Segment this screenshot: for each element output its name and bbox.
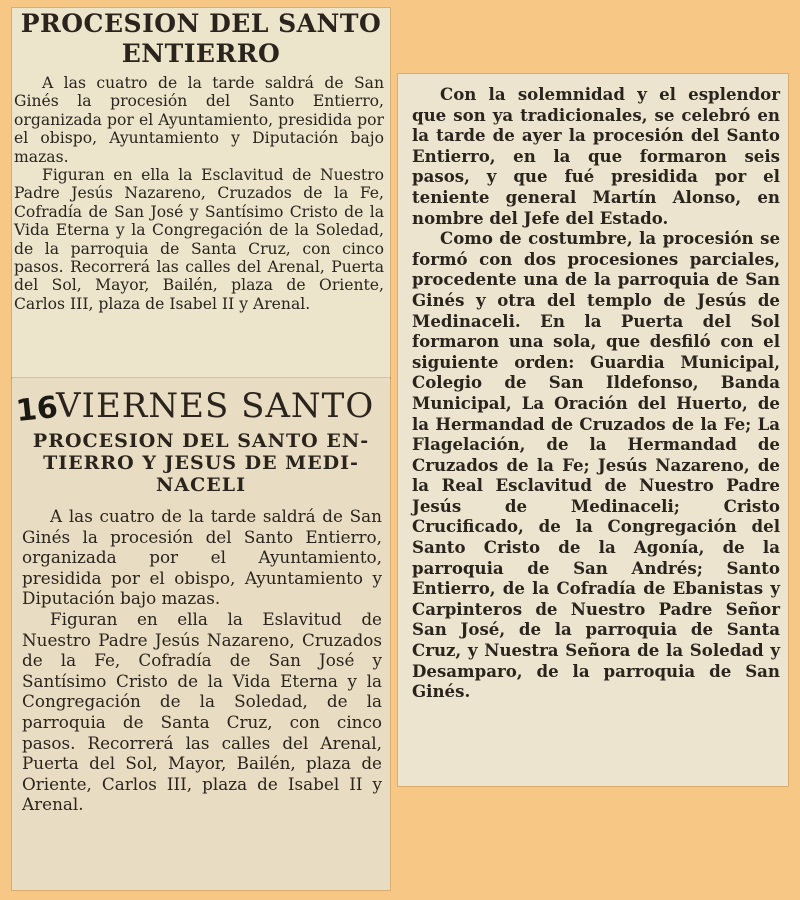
handwritten-number: 16 <box>14 389 60 430</box>
subhead-line-1: PROCESION DEL SANTO EN- <box>32 430 370 452</box>
section-title: VIERNES SANTO <box>56 386 375 426</box>
subhead-line-3: NACELI <box>156 474 246 496</box>
subhead-line-2: TIERRO Y JESUS DE MEDI- <box>43 452 359 474</box>
headline-line-1: PROCESION DEL SANTO <box>20 9 382 38</box>
headline-line-2: ENTIERRO <box>121 39 281 68</box>
report-paragraph-1: Con la solemnidad y el esplendor que son ya tradicionales, se celebró en la tarde de ayer la procesión del Santo Entierro, en la que formaron seis pasos, y que fué presidida por el teniente general Martín Alonso, en nombre del Jefe del Estado. <box>412 84 780 228</box>
report-paragraph-2: Como de costumbre, la procesión se formó con dos procesiones parciales, procedente una de la parroquia de San Ginés y otra del templo de Jesús de Medinaceli. En la Puerta del Sol formaron una sola, que desfiló con el siguiente orden: Guardia Municipal, Colegio de San Ildefonso, Banda Municipal, La Oración del Huerto, de la Hermandad de Cruzados de la Fe; La Flagelación, de la Hermandad de Cruzados de la Fe; Jesús Nazareno, de la Real Esclavitud de Nuestro Padre Jesús de Medinaceli; Cristo Crucificado, de la Congregación del Santo Cristo de la Agonía, de la parroquia de San Andrés; Santo Entierro, de la Cofradía de Ebanistas y Carpinteros de Nuestro Padre Señor San José, de la parroquia de Santa Cruz, y Nuestra Señora de la Soledad y Desamparo, de la parroquia de San Ginés. <box>412 228 780 702</box>
clipping-viernes-santo <box>12 378 390 890</box>
clipping-santo-entierro <box>12 8 390 378</box>
article-paragraph-2: Figuran en ella la Eslavitud de Nuestro Padre Jesús Nazareno, Cruzados de la Fe, Cofradía de San José y Santísimo Cristo de la Vida Eterna y la Congregación de la Soledad, de la parroquia de Santa Cruz, con cinco pasos. Recorrerá las calles del Arenal, Puerta del Sol, Mayor, Bailén, plaza de Oriente, Carlos III, plaza de Isabel II y Arenal. <box>22 608 382 815</box>
clipping-procession-report <box>398 74 788 786</box>
article-paragraph-1: A las cuatro de la tarde saldrá de San Ginés la procesión del Santo Entierro, organizada por el Ayuntamiento, presidida por el obispo, Ayuntamiento y Diputación bajo mazas. <box>22 506 382 609</box>
article-paragraph-1: A las cuatro de la tarde saldrá de San Ginés la procesión del Santo Entierro, organizada por el Ayuntamiento, presidida por el obispo, Ayuntamiento y Diputación bajo mazas. <box>14 74 384 166</box>
article-paragraph-2: Figuran en ella la Esclavitud de Nuestro Padre Jesús Nazareno, Cruzados de la Fe, Cofradía de San José y Santísimo Cristo de la Vida Eterna y la Congregación de la Soledad, de la parroquia de Santa Cruz, con cinco pasos. Recorrerá las calles del Arenal, Puerta del Sol, Mayor, Bailén, plaza de Oriente, Carlos III, plaza de Isabel II y Arenal. <box>14 166 384 313</box>
